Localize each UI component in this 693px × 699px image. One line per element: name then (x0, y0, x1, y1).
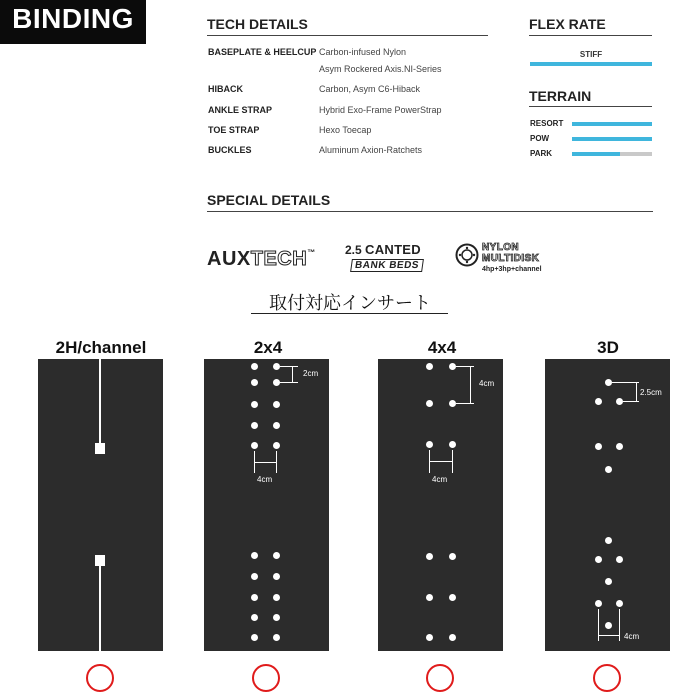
tech-label-buckles: BUCKLES (208, 145, 252, 155)
insert-hole (251, 442, 258, 449)
insert-hole (251, 379, 258, 386)
flex-rate-bar (530, 62, 652, 66)
dim-line (612, 382, 639, 383)
col-head-2x4: 2x4 (253, 338, 283, 357)
terrain-label-pow: POW (530, 134, 550, 143)
insert-hole (449, 363, 456, 370)
insert-hole (605, 537, 612, 544)
insert-hole (273, 379, 280, 386)
insert-hole (251, 363, 258, 370)
dim-line (456, 403, 474, 404)
insert-hole (426, 553, 433, 560)
auxtech-logo (207, 248, 316, 271)
tech-value-ankle-strap: Hybrid Exo-Frame PowerStrap (319, 105, 442, 115)
insert-hole (251, 634, 258, 641)
insert-hole (273, 573, 280, 580)
insert-hole (605, 466, 612, 473)
insert-hole (616, 398, 623, 405)
insert-hole (251, 422, 258, 429)
tech-details-divider (207, 35, 488, 36)
tech-value-toe-strap: Hexo Toecap (319, 125, 372, 135)
insert-hole (273, 363, 280, 370)
tech-value-baseplate-2: Asym Rockered Axis.NI-Series (319, 64, 442, 74)
col-head-3d: 3D (597, 338, 619, 357)
flex-rate-value: STIFF (579, 50, 603, 59)
channel-slot-top (99, 359, 101, 444)
multidisk-icon (455, 243, 479, 267)
insert-panel-2h-channel (38, 359, 163, 651)
terrain-fill-pow (572, 137, 652, 141)
dim-line (470, 366, 471, 404)
insert-hole (251, 614, 258, 621)
dim-line (456, 366, 474, 367)
canted-bankbeds-logo (345, 242, 425, 276)
tech-value-hiback: Carbon, Asym C6-Hiback (319, 84, 421, 94)
insert-hole (273, 401, 280, 408)
insert-hole (273, 614, 280, 621)
dim-line (619, 609, 620, 641)
terrain-bar-pow (572, 137, 652, 141)
nylon-word: NYLON (482, 242, 519, 253)
compat-marker-2x4 (252, 664, 280, 692)
col-head-2h-channel: 2H/channel (55, 338, 147, 357)
insert-hole (273, 442, 280, 449)
insert-hole (605, 622, 612, 629)
dim-label-3d-bottom: 4cm (624, 632, 640, 641)
dim-line (254, 462, 277, 463)
insert-hole (426, 634, 433, 641)
multidisk-sub: 4hp+3hp+channel (482, 266, 542, 273)
flex-rate-divider (529, 35, 652, 36)
insert-heading: 取付対応インサート (269, 293, 431, 313)
terrain-bar-park (572, 152, 652, 156)
insert-hole (273, 422, 280, 429)
insert-hole (426, 363, 433, 370)
channel-screw-top (95, 443, 105, 454)
canted-number: 2.5 (345, 243, 362, 257)
insert-panel-4x4 (378, 359, 503, 651)
terrain-label-resort: RESORT (530, 119, 564, 128)
insert-panel-2x4 (204, 359, 329, 651)
tech-label-baseplate: BASEPLATE & HEELCUP (208, 47, 317, 57)
insert-hole (273, 594, 280, 601)
tech-label-toe-strap: TOE STRAP (208, 125, 260, 135)
insert-hole (273, 552, 280, 559)
terrain-bar-resort (572, 122, 652, 126)
dim-line (636, 382, 637, 402)
insert-hole (616, 600, 623, 607)
auxtech-bold-text: AUX (207, 248, 251, 270)
insert-hole (449, 441, 456, 448)
insert-hole (251, 401, 258, 408)
insert-hole (273, 634, 280, 641)
dim-line (598, 609, 599, 641)
dim-label-4x4-top: 4cm (479, 379, 495, 388)
channel-slot-bottom (99, 565, 101, 651)
flex-rate-heading: FLEX RATE (529, 16, 606, 32)
insert-hole (449, 634, 456, 641)
insert-hole (426, 441, 433, 448)
special-details-divider (207, 211, 653, 212)
special-details-heading: SPECIAL DETAILS (207, 192, 331, 208)
insert-hole (251, 573, 258, 580)
insert-hole (449, 553, 456, 560)
tech-details-heading: TECH DETAILS (207, 16, 308, 32)
terrain-fill-park (572, 152, 620, 156)
insert-hole (426, 400, 433, 407)
compat-marker-3d (593, 664, 621, 692)
auxtech-tm: ™ (307, 248, 316, 257)
insert-panel-3d (545, 359, 670, 651)
col-head-4x4: 4x4 (427, 338, 457, 357)
dim-label-4x4-bottom: 4cm (432, 475, 448, 484)
nylon-multidisk-logo (455, 242, 565, 276)
terrain-fill-resort (572, 122, 652, 126)
dim-label-2x4-top: 2cm (303, 369, 319, 378)
terrain-label-park: PARK (530, 149, 553, 158)
insert-hole (616, 556, 623, 563)
insert-hole (605, 578, 612, 585)
insert-hole (251, 552, 258, 559)
bankbeds-word: BANK BEDS (350, 259, 424, 272)
page-title: BINDING (12, 3, 134, 34)
dim-line (598, 635, 620, 636)
insert-hole (426, 594, 433, 601)
tech-value-buckles: Aluminum Axion-Ratchets (319, 145, 423, 155)
insert-hole (616, 443, 623, 450)
multidisk-word: MULTIDISK (482, 253, 540, 264)
dim-label-2x4-bottom: 4cm (257, 475, 273, 484)
insert-heading-underline (251, 313, 448, 314)
tech-label-hiback: HIBACK (208, 84, 243, 94)
insert-hole (595, 556, 602, 563)
compat-marker-2h-channel (86, 664, 114, 692)
dim-label-3d-top: 2.5cm (640, 388, 662, 397)
dim-line (292, 366, 293, 383)
insert-hole (449, 594, 456, 601)
dim-line (429, 461, 453, 462)
insert-hole (449, 400, 456, 407)
insert-hole (595, 398, 602, 405)
terrain-heading: TERRAIN (529, 88, 592, 104)
insert-hole (251, 594, 258, 601)
tech-value-baseplate: Carbon-infused Nylon (319, 47, 407, 57)
terrain-divider (529, 106, 652, 107)
insert-hole (605, 379, 612, 386)
insert-hole (595, 600, 602, 607)
canted-word: CANTED (365, 242, 421, 257)
insert-hole (595, 443, 602, 450)
tech-label-ankle-strap: ANKLE STRAP (208, 105, 273, 115)
dim-line (280, 382, 298, 383)
auxtech-outline-text: TECH (250, 248, 308, 270)
compat-marker-4x4 (426, 664, 454, 692)
dim-line (280, 366, 298, 367)
